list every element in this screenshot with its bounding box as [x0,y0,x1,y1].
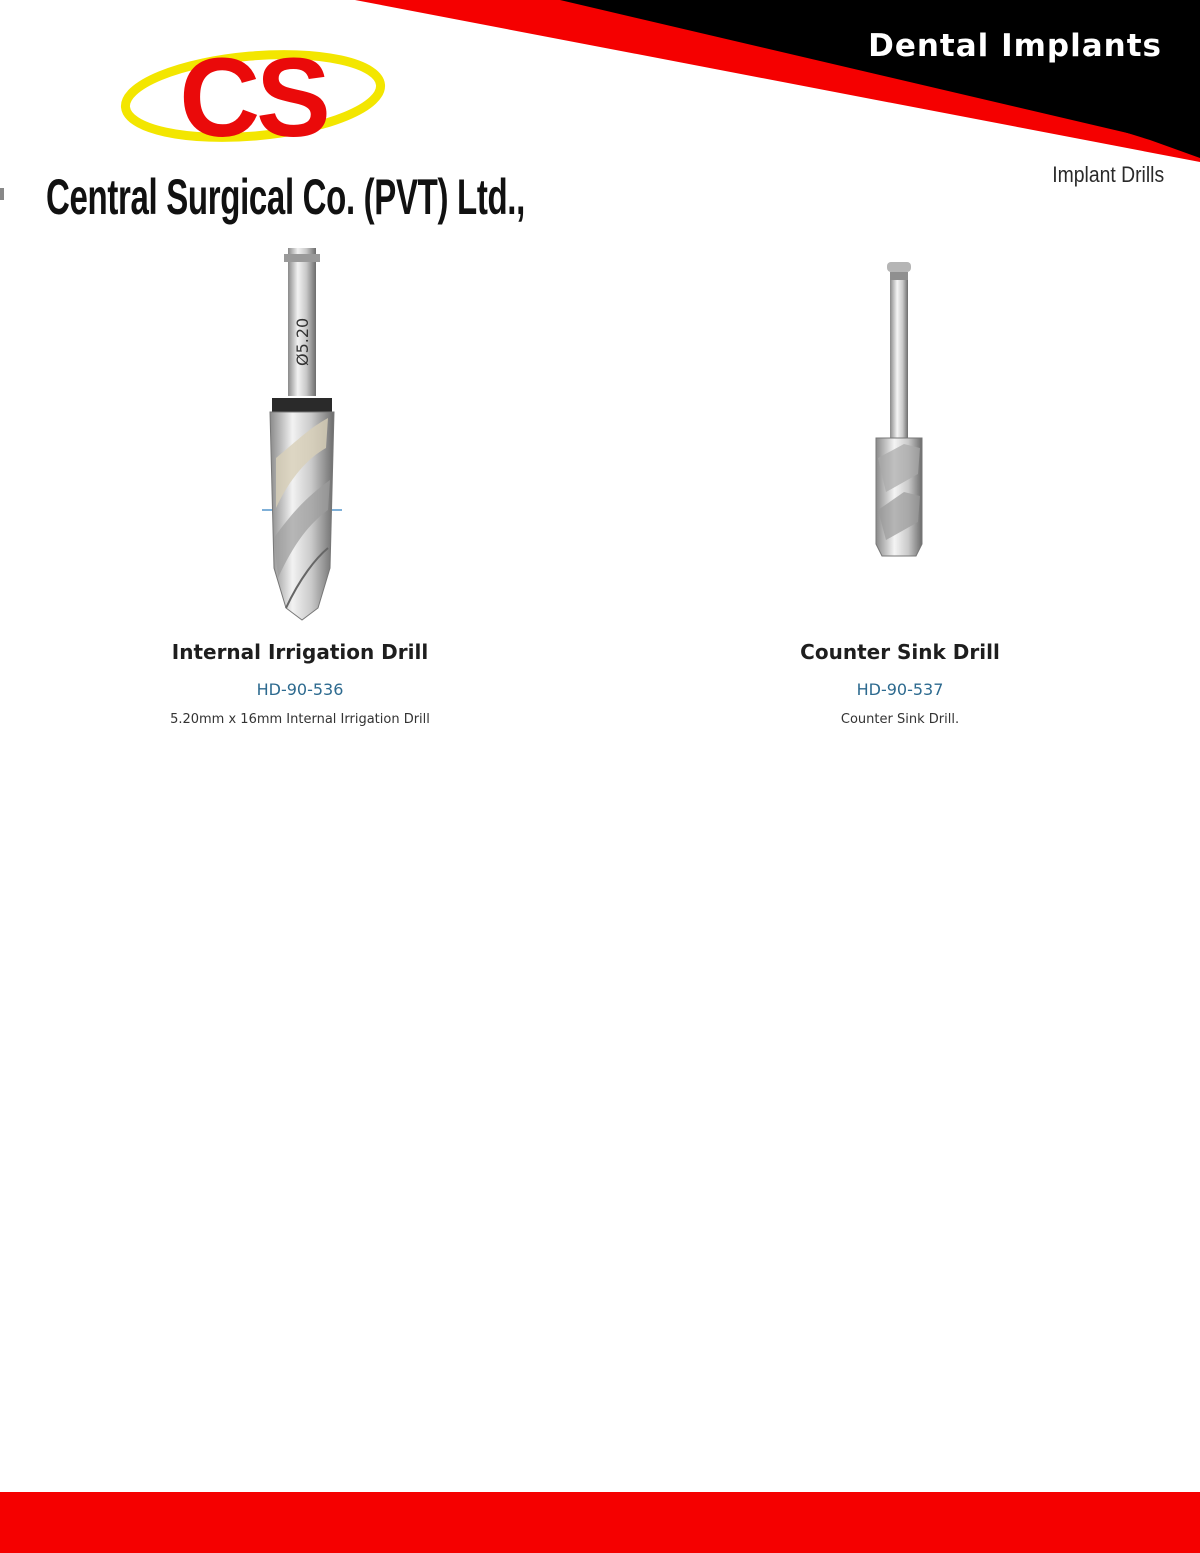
company-logo [118,38,388,158]
product-code[interactable]: HD-90-537 [856,680,944,699]
product-code[interactable]: HD-90-536 [256,680,344,699]
company-name: Central Surgical Co. (PVT) Ltd., [46,169,525,225]
footer-bar [0,1492,1200,1553]
product-description: 5.20mm x 16mm Internal Irrigation Drill [170,712,430,727]
internal-irrigation-drill-image [90,248,510,628]
product-name: Counter Sink Drill [800,640,1000,664]
counter-sink-drill-image [690,248,1110,628]
page-title: Dental Implants [868,28,1162,64]
shank-marking: Ø5.20 [293,317,312,366]
product-name: Internal Irrigation Drill [171,640,429,664]
product-description: Counter Sink Drill. [840,712,960,727]
logo-lettering: CS [179,38,327,158]
section-subtitle: Implant Drills [1052,162,1164,187]
product-card[interactable] [690,248,1110,748]
page-edge-mark [0,188,4,200]
product-card[interactable] [90,248,510,748]
